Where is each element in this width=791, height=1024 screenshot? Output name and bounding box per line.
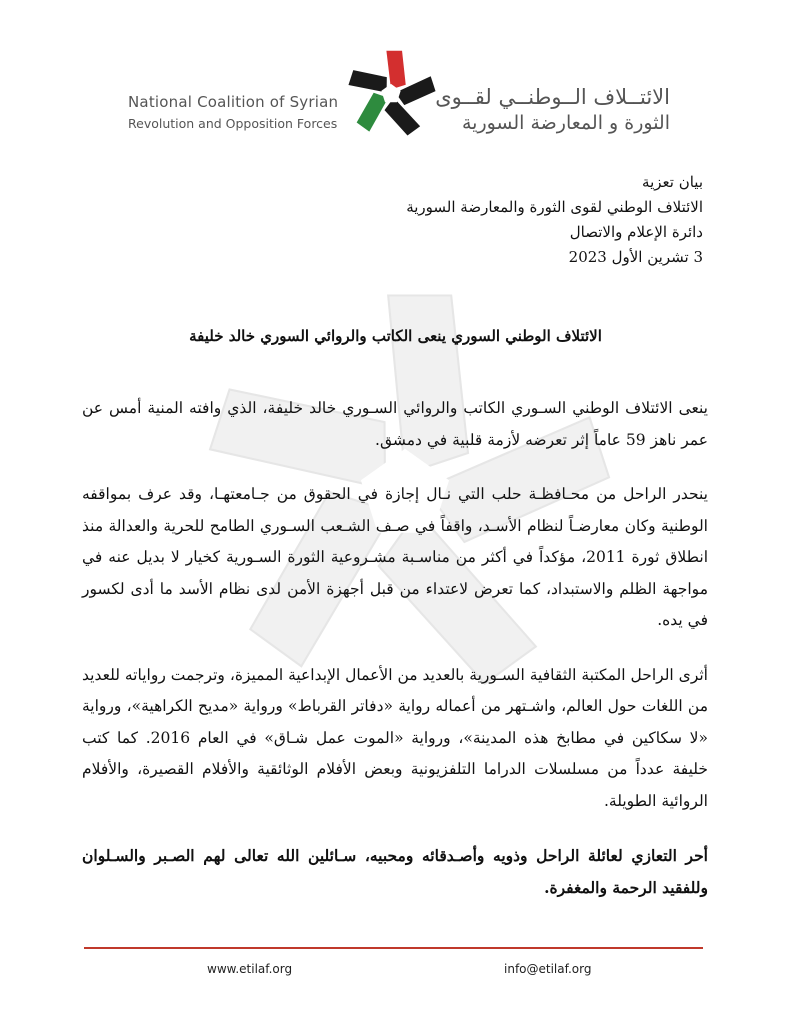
footer-email-link[interactable]: info@etilaf.org: [504, 962, 592, 976]
paragraph-2: ينحدر الراحل من محـافظـة حلب التي نـال إجازة في الحقوق من جـامعتهـا، وقد عرف بمواقفه الوطنية وكان معارضـاً لنظام الأسـد، واقفاً في صـف الشـعب السـوري الطامح للحرية والعدالة منذ انطلاق ثورة 2011، مؤكداً في أكثر من مناسـبة مشـروعية الثورة السـورية كخيار لا بديل عنه في مواجهة الظلم والاستبداد، كما تعرض لاعتداء من قبل أجهزة الأمن لدى نظام الأسد ما أدى لكسور في يده.: [82, 485, 708, 629]
coalition-star-logo-icon: [345, 48, 437, 140]
statement-meta: [406, 170, 703, 270]
org-name-ar-line1: الائتــلاف الــوطنــي لقــوى: [435, 85, 670, 109]
header-org-arabic: [435, 84, 670, 136]
statement-department: دائرة الإعلام والاتصال: [569, 223, 703, 241]
header-org-english: [128, 92, 348, 134]
statement-issuer: الائتلاف الوطني لقوى الثورة والمعارضة السورية: [406, 198, 703, 216]
footer-divider: [84, 947, 703, 949]
org-name-en-line2: Revolution and Opposition Forces: [128, 116, 338, 131]
paragraph-condolence: أحر التعازي لعائلة الراحل وذويه وأصـدقائه ومحبيه، سـائلين الله تعالى لهم الصـبر والسـلوان وللفقيد الرحمة والمغفرة.: [82, 846, 708, 897]
footer-website-link[interactable]: www.etilaf.org: [207, 962, 293, 976]
statement-type: بيان تعزية: [642, 173, 703, 191]
org-name-en-line1: National Coalition of Syrian: [128, 93, 339, 111]
statement-body: [82, 393, 708, 926]
statement-date: 3 تشرين الأول 2023: [568, 248, 703, 266]
statement-title: الائتلاف الوطني السوري ينعى الكاتب والروائي السوري خالد خليفة: [189, 327, 602, 345]
paragraph-1: ينعى الائتلاف الوطني السـوري الكاتب والروائي السـوري خالد خليفة، الذي وافته المنية أمس عن عمر ناهز 59 عاماً إثر تعرضه لأزمة قلبية في دمشق.: [82, 399, 708, 449]
paragraph-3: أثرى الراحل المكتبة الثقافية السـورية بالعديد من الأعمال الإبداعية المميزة، وترجمت رواياته للعديد من اللغات حول العالم، واشـتهر من أعماله رواية «دفاتر القرباط» ورواية «مديح الكراهية»، ورواية «لا سكاكين في مطابخ هذه المدينة»، ورواية «الموت عمل شـاق» في العام 2016. كما كتب خليفة عدداً من مسلسلات الدراما التلفزيونية وبعض الأفلام الوثائقية والأفلام القصيرة، والأفلام الروائية الطويلة.: [82, 665, 709, 810]
org-name-ar-line2: الثورة و المعارضة السورية: [461, 112, 670, 134]
